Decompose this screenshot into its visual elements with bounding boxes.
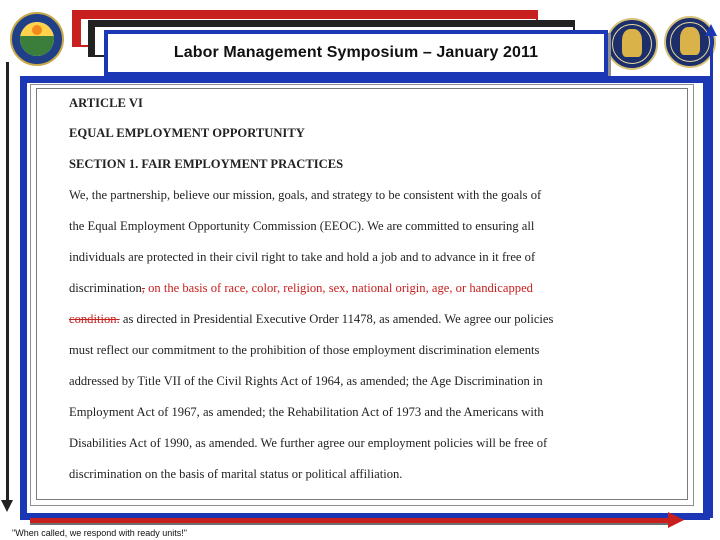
article-title: EQUAL EMPLOYMENT OPPORTUNITY <box>69 126 305 140</box>
paragraph-line-8: Employment Act of 1967, as amended; the Rehabilitation Act of 1973 and the Americans with <box>69 405 544 419</box>
article-heading: ARTICLE VI <box>69 96 143 110</box>
text-executive-order: as directed in Presidential Executive Order 11478, as amended. We agree our policies <box>122 312 554 326</box>
paragraph-line-6: must reflect our commitment to the prohibition of those employment discrimination elements <box>69 343 540 357</box>
paragraph-line-9: Disabilities Act of 1990, as amended. We further agree our employment policies will be free of <box>69 436 548 450</box>
right-arrow-decoration <box>710 34 713 518</box>
deleted-comma: , <box>141 281 145 295</box>
paragraph-line-5 <box>69 312 553 327</box>
slide-title: Labor Management Symposium – January 2011 <box>173 44 539 61</box>
text-discrimination: discrimination <box>69 281 142 295</box>
inserted-text: on the basis of race, color, religion, sex, national origin, age, or handicapped <box>148 281 533 295</box>
national-guard-seal-logo <box>606 18 658 70</box>
bottom-arrow-decoration <box>30 518 670 523</box>
paragraph-line-4 <box>69 281 533 296</box>
left-arrow-decoration <box>6 62 9 502</box>
footer-motto: "When called, we respond with ready units!" <box>12 528 187 538</box>
document-excerpt <box>36 88 688 500</box>
section-heading: SECTION 1. FAIR EMPLOYMENT PRACTICES <box>69 157 344 171</box>
ohio-state-seal-logo <box>10 12 64 66</box>
paragraph-line-2: the Equal Employment Opportunity Commission (EEOC). We are committed to ensuring all <box>69 219 535 233</box>
paragraph-line-7: addressed by Title VII of the Civil Rights Act of 1964, as amended; the Age Discrimination in <box>69 374 543 388</box>
deleted-period: . <box>116 312 120 326</box>
paragraph-line-3: individuals are protected in their civil right to take and hold a job and to advance in it free of <box>69 250 536 264</box>
deleted-text-condition: condition <box>69 312 117 326</box>
title-banner <box>104 30 608 76</box>
paragraph-line-10: discrimination on the basis of marital status or political affiliation. <box>69 467 403 481</box>
paragraph-line-1: We, the partnership, believe our mission, goals, and strategy to be consistent with the goals of <box>69 188 542 202</box>
